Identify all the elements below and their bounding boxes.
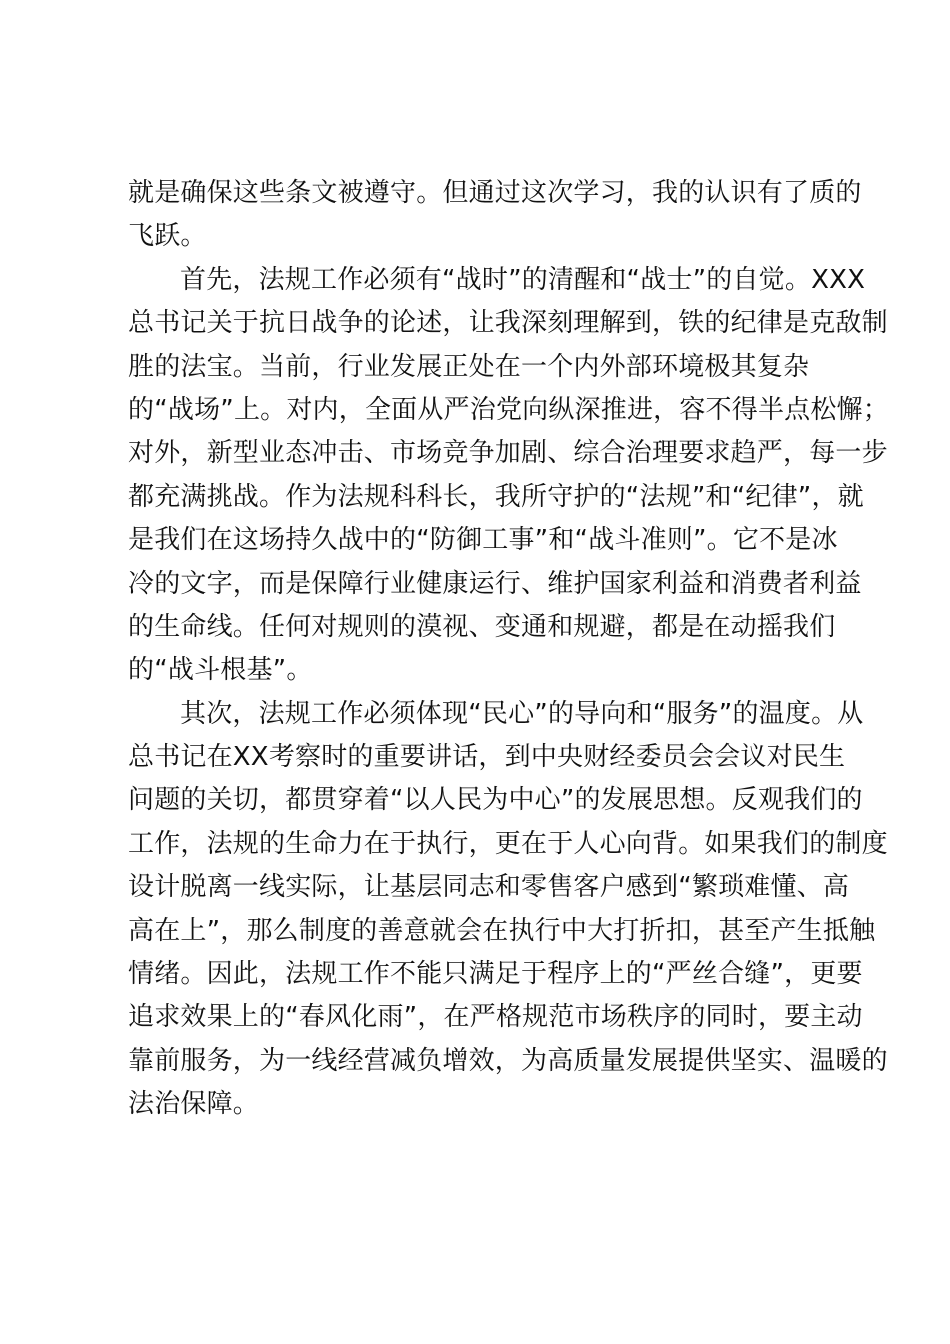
text-line: 就是确保这些条文被遵守。但通过这次学习，我的认识有了质的 <box>128 178 862 208</box>
text-line: 是我们在这场持久战中的“防御工事”和“战斗准则”。它不是冰 <box>128 525 838 556</box>
text-line: 胜的法宝。当前，行业发展正处在一个内外部环境极其复杂 <box>128 351 810 382</box>
text-line: 对外，新型业态冲击、市场竞争加剧、综合治理要求趋严，每一步 <box>128 438 888 469</box>
paragraph-first-line: 首先，法规工作必须有“战时”的清醒和“战士”的自觉。XXX <box>180 264 866 295</box>
text-line: 的“战斗根基”。 <box>128 655 313 686</box>
text-line: 工作，法规的生命力在于执行，更在于人心向背。如果我们的制度 <box>128 828 888 859</box>
text-line: 的“战场”上。对内，全面从严治党向纵深推进，容不得半点松懈； <box>128 394 889 425</box>
text-line: 都充满挑战。作为法规科科长，我所守护的“法规”和“纪律”，就 <box>128 481 864 512</box>
text-line: 法治保障。 <box>128 1089 260 1120</box>
text-line: 总书记关于抗日战争的论述，让我深刻理解到，铁的纪律是克敌制 <box>128 308 888 339</box>
paragraph-first-line: 其次，法规工作必须体现“民心”的导向和“服务”的温度。从 <box>180 698 864 729</box>
text-line: 高在上”，那么制度的善意就会在执行中大打折扣，甚至产生抵触 <box>128 915 876 946</box>
body-text <box>128 172 889 1127</box>
text-line: 的生命线。任何对规则的漠视、变通和规避，都是在动摇我们 <box>128 611 836 642</box>
text-line: 总书记在XX考察时的重要讲话，到中央财经委员会会议对民生 <box>128 742 846 773</box>
text-line: 情绪。因此，法规工作不能只满足于程序上的“严丝合缝”，更要 <box>128 959 863 990</box>
text-line: 问题的关切，都贯穿着“以人民为中心”的发展思想。反观我们的 <box>128 785 863 816</box>
text-line: 靠前服务，为一线经营减负增效，为高质量发展提供坚实、温暖的 <box>128 1045 888 1076</box>
text-line: 追求效果上的“春风化雨”，在严格规范市场秩序的同时，要主动 <box>128 1002 863 1033</box>
text-line: 冷的文字，而是保障行业健康运行、维护国家利益和消费者利益 <box>128 568 862 599</box>
text-line: 飞跃。 <box>128 221 207 252</box>
text-line: 设计脱离一线实际，让基层同志和零售客户感到“繁琐难懂、高 <box>128 872 850 903</box>
